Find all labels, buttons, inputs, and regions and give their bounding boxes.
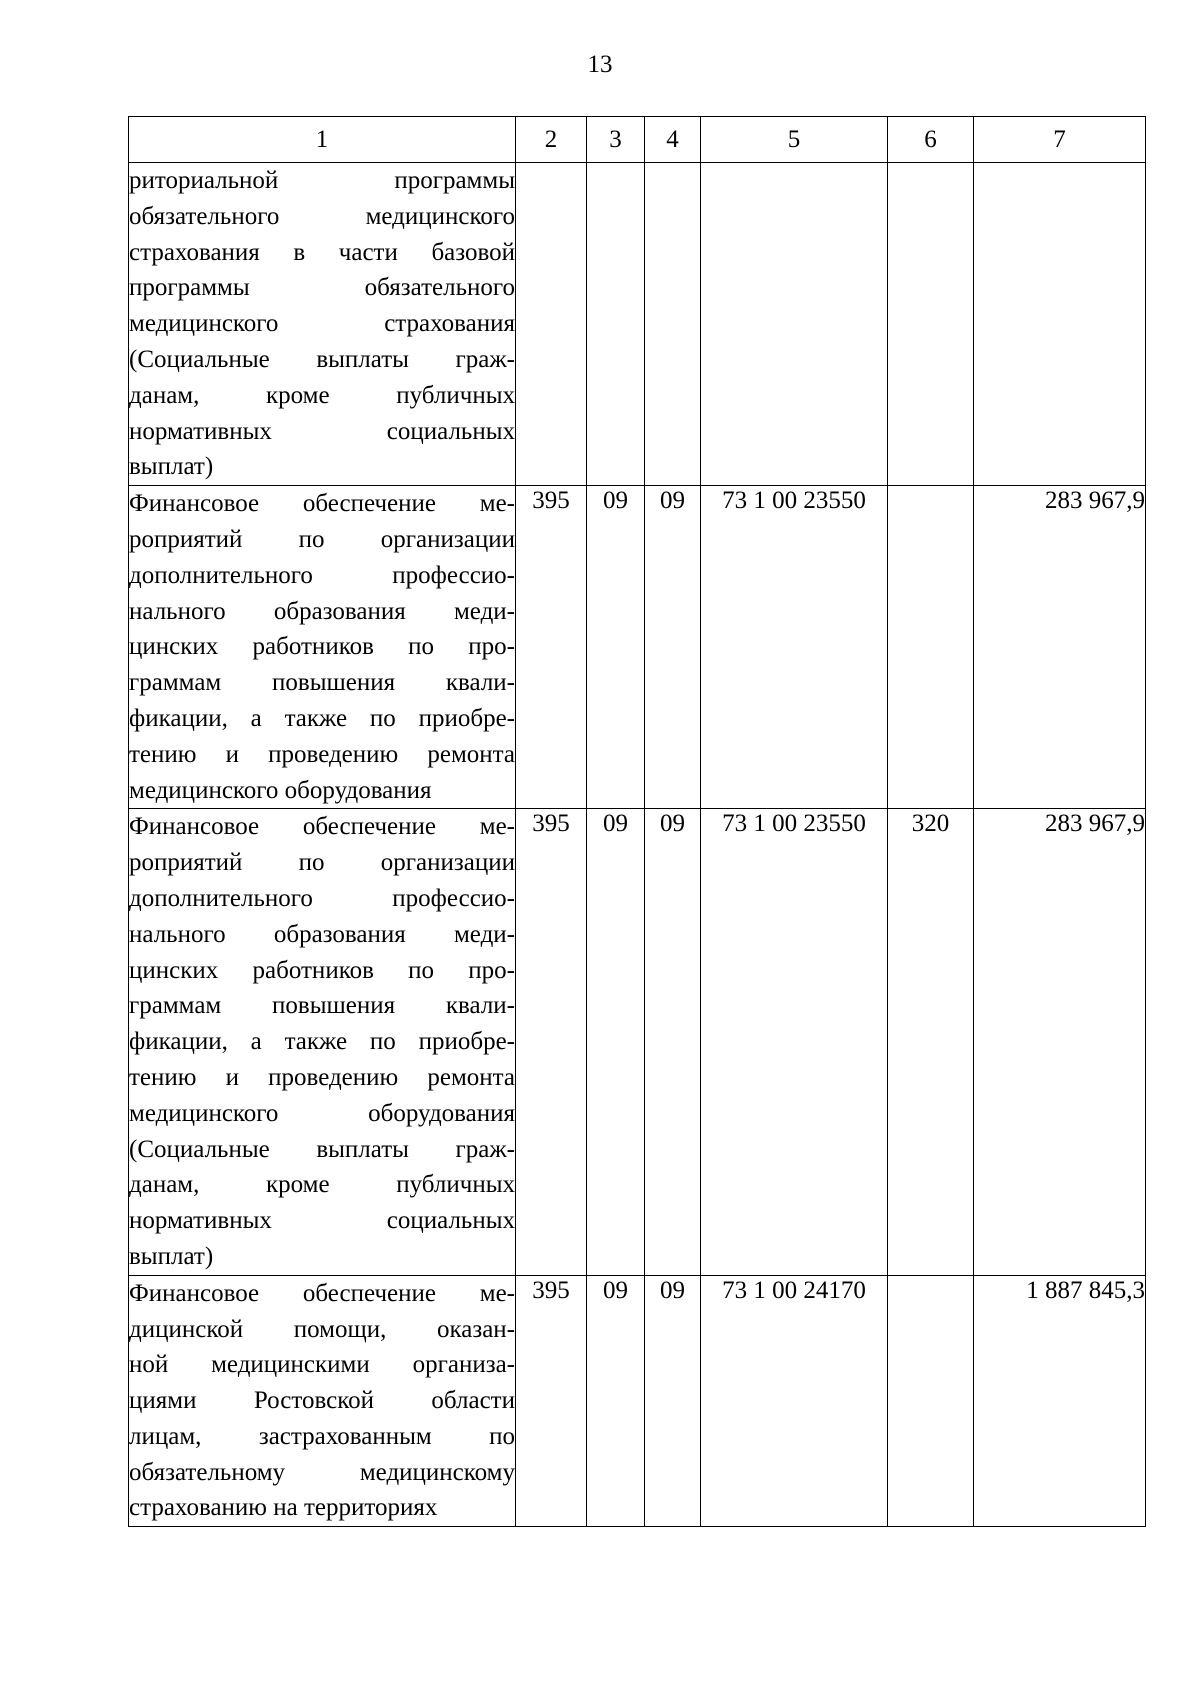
row-description <box>129 809 516 1275</box>
description-line: (Социальные выплаты граж- <box>129 1135 515 1163</box>
description-line: Финансовое обеспечение ме- <box>129 813 515 841</box>
description-line: Финансовое обеспечение ме- <box>129 1279 515 1307</box>
description-line: граммам повышения квали- <box>129 992 515 1020</box>
description-line: циями Ростовской области <box>129 1387 515 1415</box>
table-row <box>129 163 1146 486</box>
description-line: ной медицинскими организа- <box>129 1351 515 1379</box>
header-row <box>129 117 1146 163</box>
description-line: дополнительного профессио- <box>129 561 515 589</box>
row-description <box>129 1275 516 1527</box>
description-line: тению и проведению ремонта <box>129 740 515 768</box>
description-line: нормативных социальных <box>129 417 515 445</box>
column-header-7: 7 <box>974 117 1146 163</box>
description-line: фикации, а также по приобре- <box>129 704 515 732</box>
description-line: дополнительного профессио- <box>129 884 515 912</box>
description-line: цинских работников по про- <box>129 956 515 984</box>
budget-table <box>128 116 1146 1527</box>
table-header <box>129 117 1146 163</box>
description-line: дицинской помощи, оказан- <box>129 1315 515 1343</box>
cell-main-administrator: 395 <box>516 1275 587 1527</box>
cell-section <box>587 163 645 486</box>
cell-main-administrator <box>516 163 587 486</box>
description-line: выплат) <box>129 453 214 481</box>
table-row <box>129 1275 1146 1527</box>
table-body <box>129 163 1146 1527</box>
cell-section: 09 <box>587 486 645 809</box>
description-line: граммам повышения квали- <box>129 669 515 697</box>
description-line: цинских работников по про- <box>129 633 515 661</box>
cell-target-article: 73 1 00 24170 <box>701 1275 888 1527</box>
cell-amount: 283 967,9 <box>974 809 1146 1275</box>
column-header-4: 4 <box>645 117 701 163</box>
description-line: обязательному медицинскому <box>129 1458 515 1486</box>
cell-main-administrator: 395 <box>516 486 587 809</box>
description-line: страхованию на территориях <box>129 1494 438 1522</box>
cell-target-article: 73 1 00 23550 <box>701 486 888 809</box>
description-line: медицинского оборудования <box>129 1099 515 1127</box>
cell-amount: 1 887 845,3 <box>974 1275 1146 1527</box>
page-number: 13 <box>587 51 613 78</box>
cell-subsection: 09 <box>645 1275 701 1527</box>
description-line: лицам, застрахованным по <box>129 1422 515 1450</box>
cell-subsection: 09 <box>645 809 701 1275</box>
cell-expense-type <box>888 163 974 486</box>
description-line: данам, кроме публичных <box>129 1171 515 1199</box>
cell-section: 09 <box>587 809 645 1275</box>
description-line: медицинского страхования <box>129 310 515 338</box>
cell-expense-type <box>888 486 974 809</box>
cell-amount <box>974 163 1146 486</box>
cell-target-article: 73 1 00 23550 <box>701 809 888 1275</box>
cell-expense-type: 320 <box>888 809 974 1275</box>
column-header-5: 5 <box>701 117 888 163</box>
table-row <box>129 486 1146 809</box>
cell-expense-type <box>888 1275 974 1527</box>
description-line: нального образования меди- <box>129 597 515 625</box>
description-line: обязательного медицинского <box>129 202 515 230</box>
row-description <box>129 486 516 809</box>
description-line: нормативных социальных <box>129 1207 515 1235</box>
description-line: фикации, а также по приобре- <box>129 1028 515 1056</box>
description-line: (Социальные выплаты граж- <box>129 345 515 373</box>
description-line: тению и проведению ремонта <box>129 1063 515 1091</box>
column-header-2: 2 <box>516 117 587 163</box>
table-row <box>129 809 1146 1275</box>
description-line: страхования в части базовой <box>129 238 515 266</box>
cell-target-article <box>701 163 888 486</box>
description-line: Финансовое обеспечение ме- <box>129 490 515 518</box>
column-header-6: 6 <box>888 117 974 163</box>
cell-subsection: 09 <box>645 486 701 809</box>
description-line: программы обязательного <box>129 274 515 302</box>
description-line: медицинского оборудования <box>129 776 432 804</box>
description-line: роприятий по организации <box>129 849 515 877</box>
row-description <box>129 163 516 486</box>
cell-amount: 283 967,9 <box>974 486 1146 809</box>
description-line: данам, кроме публичных <box>129 381 515 409</box>
description-line: нального образования меди- <box>129 920 515 948</box>
cell-main-administrator: 395 <box>516 809 587 1275</box>
cell-subsection <box>645 163 701 486</box>
column-header-3: 3 <box>587 117 645 163</box>
description-line: риториальной программы <box>129 167 515 194</box>
column-header-1: 1 <box>129 117 516 163</box>
description-line: роприятий по организации <box>129 525 515 553</box>
description-line: выплат) <box>129 1242 214 1270</box>
cell-section: 09 <box>587 1275 645 1527</box>
